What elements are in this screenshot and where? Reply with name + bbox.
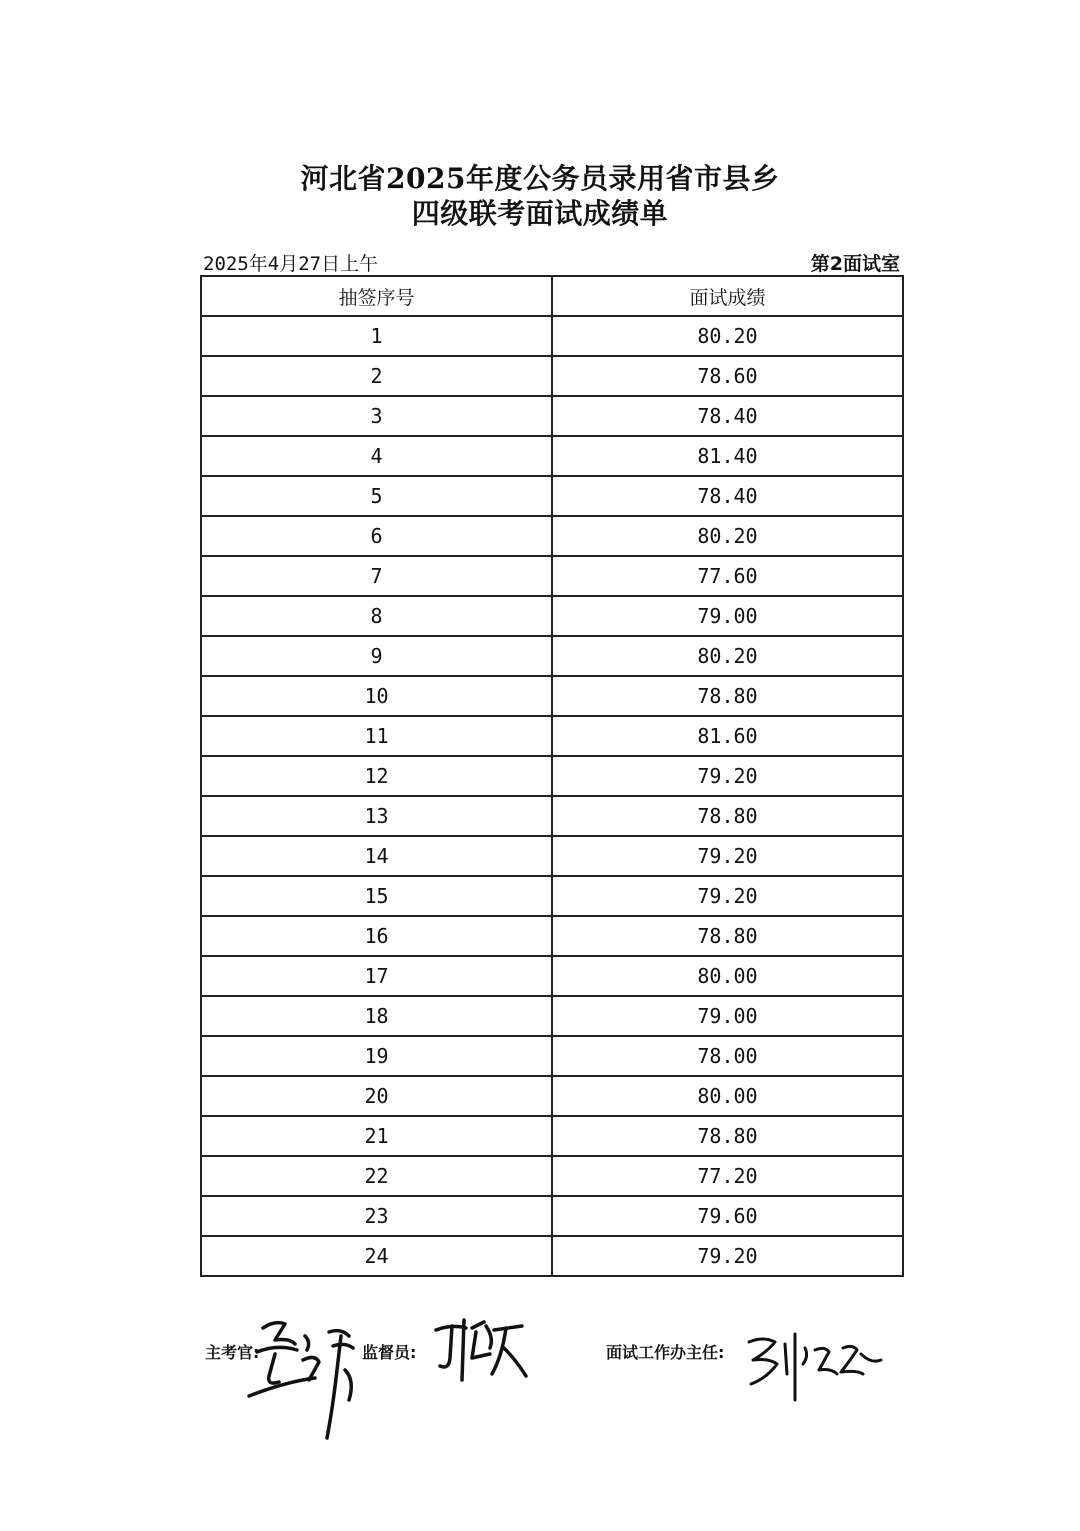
- table-row: [201, 1036, 903, 1076]
- draw-number-cell: 18: [201, 996, 552, 1036]
- interview-score-cell: 78.80: [552, 916, 903, 956]
- interview-score-cell: 79.20: [552, 1236, 903, 1276]
- table-row: [201, 636, 903, 676]
- interview-score-cell: 81.40: [552, 436, 903, 476]
- table-row: [201, 556, 903, 596]
- table-row: [201, 396, 903, 436]
- draw-number-cell: 8: [201, 596, 552, 636]
- table-row: [201, 796, 903, 836]
- draw-number-cell: 23: [201, 1196, 552, 1236]
- draw-number-cell: 12: [201, 756, 552, 796]
- table-row: [201, 596, 903, 636]
- chief-examiner-signature: [245, 1310, 375, 1450]
- score-table: [200, 275, 904, 1277]
- table-row: [201, 916, 903, 956]
- table-row: [201, 436, 903, 476]
- session-date: 2025年4月27日上午: [203, 253, 379, 275]
- draw-number-cell: 5: [201, 476, 552, 516]
- draw-number-cell: 11: [201, 716, 552, 756]
- interview-score-cell: 78.80: [552, 1116, 903, 1156]
- draw-number-cell: 9: [201, 636, 552, 676]
- table-row: [201, 756, 903, 796]
- interview-score-cell: 77.60: [552, 556, 903, 596]
- draw-number-cell: 16: [201, 916, 552, 956]
- draw-number-cell: 7: [201, 556, 552, 596]
- draw-number-cell: 24: [201, 1236, 552, 1276]
- office-director-label: 面试工作办主任:: [606, 1343, 725, 1362]
- table-row: [201, 1196, 903, 1236]
- interview-score-cell: 80.20: [552, 516, 903, 556]
- interview-score-cell: 78.40: [552, 476, 903, 516]
- draw-number-cell: 21: [201, 1116, 552, 1156]
- interview-score-cell: 79.60: [552, 1196, 903, 1236]
- supervisor-label: 监督员:: [362, 1343, 417, 1362]
- interview-score-cell: 81.60: [552, 716, 903, 756]
- supervisor-signature: [432, 1318, 532, 1388]
- interview-score-cell: 78.00: [552, 1036, 903, 1076]
- header-draw-number: 抽签序号: [201, 276, 552, 316]
- table-row: [201, 1076, 903, 1116]
- draw-number-cell: 1: [201, 316, 552, 356]
- interview-score-cell: 79.00: [552, 996, 903, 1036]
- table-header-row: [201, 276, 903, 316]
- header-interview-score: 面试成绩: [552, 276, 903, 316]
- draw-number-cell: 19: [201, 1036, 552, 1076]
- table-row: [201, 1236, 903, 1276]
- interview-score-cell: 79.00: [552, 596, 903, 636]
- interview-score-cell: 78.60: [552, 356, 903, 396]
- draw-number-cell: 2: [201, 356, 552, 396]
- draw-number-cell: 6: [201, 516, 552, 556]
- draw-number-cell: 17: [201, 956, 552, 996]
- draw-number-cell: 13: [201, 796, 552, 836]
- draw-number-cell: 20: [201, 1076, 552, 1116]
- table-row: [201, 676, 903, 716]
- interview-score-cell: 78.40: [552, 396, 903, 436]
- interview-score-cell: 80.20: [552, 636, 903, 676]
- table-row: [201, 1116, 903, 1156]
- table-row: [201, 956, 903, 996]
- table-row: [201, 836, 903, 876]
- interview-score-cell: 79.20: [552, 876, 903, 916]
- chief-examiner-label: 主考官:: [205, 1343, 260, 1362]
- interview-score-cell: 78.80: [552, 796, 903, 836]
- draw-number-cell: 15: [201, 876, 552, 916]
- office-director-signature: [745, 1330, 885, 1405]
- interview-score-cell: 80.00: [552, 1076, 903, 1116]
- page-title-line2: 四级联考面试成绩单: [411, 197, 669, 230]
- interview-room: 第2面试室: [810, 253, 900, 275]
- draw-number-cell: 10: [201, 676, 552, 716]
- table-row: [201, 516, 903, 556]
- draw-number-cell: 22: [201, 1156, 552, 1196]
- interview-score-cell: 80.20: [552, 316, 903, 356]
- table-row: [201, 716, 903, 756]
- draw-number-cell: 14: [201, 836, 552, 876]
- table-row: [201, 316, 903, 356]
- interview-score-cell: 77.20: [552, 1156, 903, 1196]
- interview-score-cell: 79.20: [552, 756, 903, 796]
- table-row: [201, 356, 903, 396]
- page-title-line1: 河北省2025年度公务员录用省市县乡: [300, 162, 780, 195]
- interview-score-cell: 79.20: [552, 836, 903, 876]
- table-row: [201, 476, 903, 516]
- table-row: [201, 996, 903, 1036]
- score-table-body: [201, 316, 903, 1276]
- interview-score-cell: 78.80: [552, 676, 903, 716]
- table-row: [201, 876, 903, 916]
- draw-number-cell: 4: [201, 436, 552, 476]
- interview-score-cell: 80.00: [552, 956, 903, 996]
- table-row: [201, 1156, 903, 1196]
- draw-number-cell: 3: [201, 396, 552, 436]
